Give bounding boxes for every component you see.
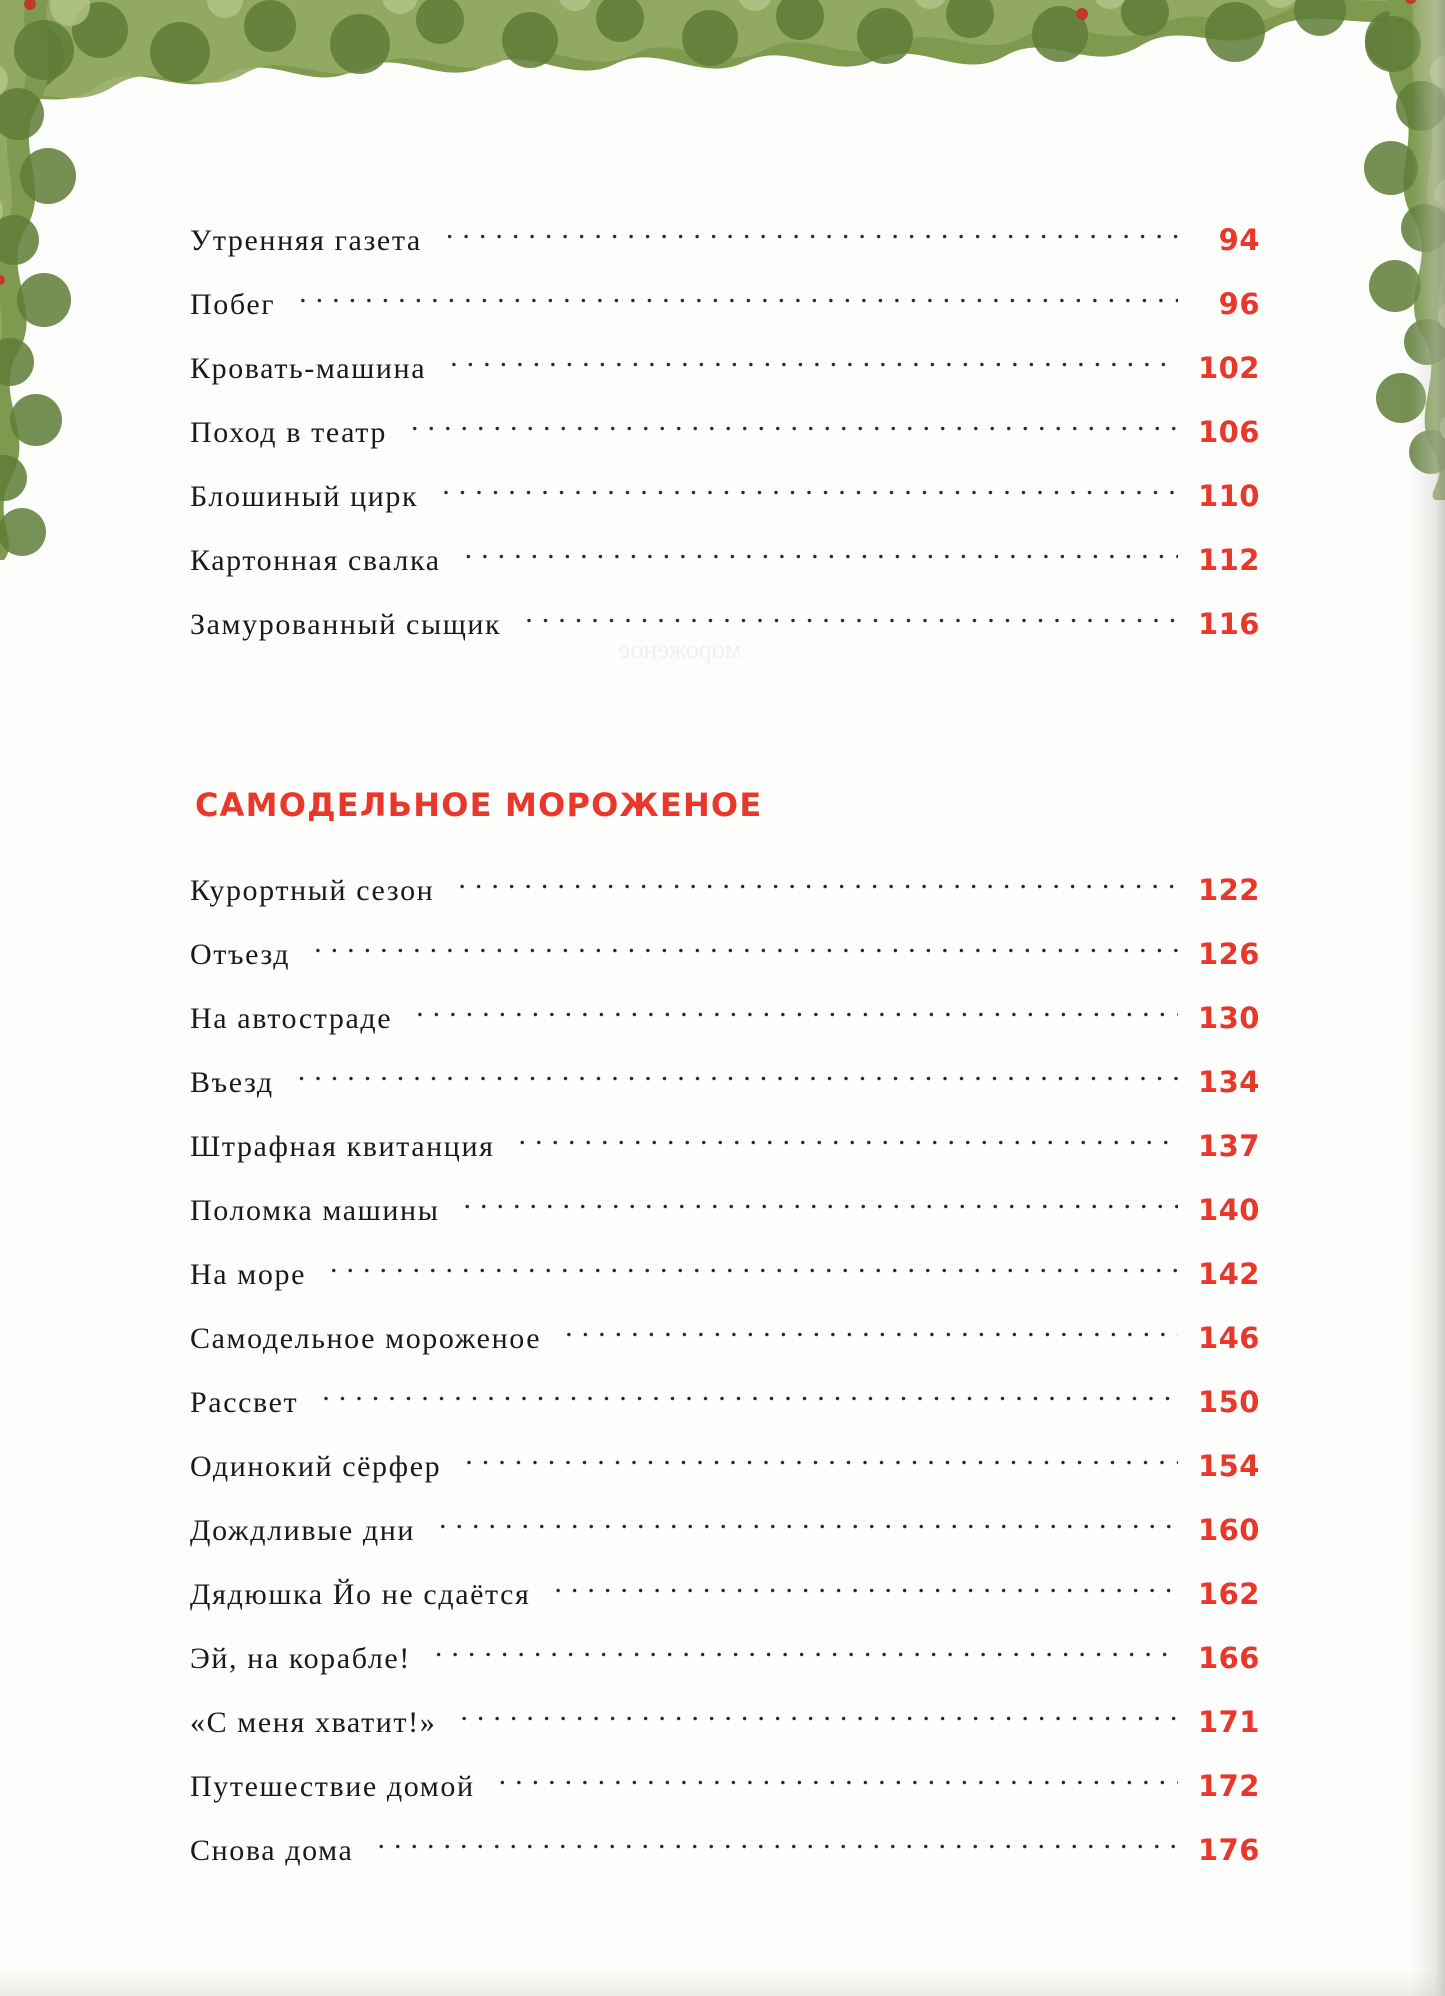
toc-entry-page: 96: [1218, 287, 1260, 321]
foliage-left-svg: [0, 0, 170, 560]
toc-entry-label: Побег: [190, 288, 276, 321]
page-edge-shadow-right: [1411, 0, 1445, 1996]
toc-entry-page: 140: [1197, 1193, 1260, 1227]
toc-entry-label: Блошиный цирк: [190, 480, 419, 513]
toc-leader-dots: [330, 1254, 1178, 1284]
berry-cluster: [12, 0, 1088, 20]
toc-entry-page: 134: [1197, 1065, 1260, 1099]
toc-entry-page: 137: [1197, 1129, 1260, 1163]
toc-leader-dots: [435, 1638, 1178, 1668]
toc-entry-label: Снова дома: [190, 1834, 354, 1867]
toc-leader-dots: [314, 934, 1178, 964]
foliage-border-top: [0, 0, 1430, 190]
toc-entry-page: 166: [1197, 1641, 1260, 1675]
toc-entry-label: Дядюшка Йо не сдаётся: [190, 1578, 531, 1611]
toc-entry-label: Въезд: [190, 1066, 274, 1099]
toc-entry-page: 116: [1197, 607, 1260, 641]
page-edge-shadow-bottom: [0, 1970, 1445, 1996]
toc-entry-page: 150: [1197, 1385, 1260, 1419]
toc-entry-label: Картонная свалка: [190, 544, 441, 577]
toc-entry[interactable]: [190, 1318, 1260, 1356]
toc-entry[interactable]: [190, 284, 1260, 322]
toc-entry-page: 102: [1197, 351, 1260, 385]
foliage-border-left: [0, 0, 170, 560]
toc-entry-page: 122: [1197, 873, 1260, 907]
toc-entry-label: Рассвет: [190, 1386, 299, 1419]
toc-entry[interactable]: [190, 604, 1260, 642]
toc-entry[interactable]: [190, 540, 1260, 578]
toc-leader-dots: [411, 412, 1178, 442]
toc-group-1: [190, 786, 1260, 1868]
toc-leader-dots: [416, 998, 1178, 1028]
toc-entry[interactable]: [190, 1638, 1260, 1676]
toc-entry-label: Отъезд: [190, 938, 291, 971]
toc-entry[interactable]: [190, 1830, 1260, 1868]
toc-entry[interactable]: [190, 1766, 1260, 1804]
toc-entry-page: 94: [1218, 223, 1260, 257]
toc-entry-label: Одинокий сёрфер: [190, 1450, 442, 1483]
foliage-border-right: [1275, 0, 1445, 500]
toc-entry-page: 130: [1197, 1001, 1260, 1035]
toc-entry[interactable]: [190, 1382, 1260, 1420]
toc-entry[interactable]: [190, 476, 1260, 514]
toc-group-0: [190, 220, 1260, 642]
toc-entry-label: Эй, на корабле!: [190, 1642, 411, 1675]
toc-entry-page: 176: [1197, 1833, 1260, 1867]
toc-entry[interactable]: [190, 1254, 1260, 1292]
toc-leader-dots: [446, 220, 1178, 250]
toc-entry-page: 106: [1197, 415, 1260, 449]
toc-entry-label: Поход в театр: [190, 416, 387, 449]
toc-entry[interactable]: [190, 934, 1260, 972]
foliage-right-svg: [1275, 0, 1445, 500]
toc-leader-dots: [565, 1318, 1178, 1348]
toc-entry[interactable]: [190, 870, 1260, 908]
toc-entry-page: 171: [1197, 1705, 1260, 1739]
toc-entry-page: 172: [1197, 1769, 1260, 1803]
toc-leader-dots: [322, 1382, 1178, 1412]
toc-leader-dots: [450, 348, 1178, 378]
toc-entry-page: 154: [1197, 1449, 1260, 1483]
toc-leader-dots: [377, 1830, 1178, 1860]
toc-leader-dots: [554, 1574, 1178, 1604]
toc-entry-label: Поломка машины: [190, 1194, 440, 1227]
toc-leader-dots: [465, 1446, 1178, 1476]
toc-entry-label: Дождливые дни: [190, 1514, 416, 1547]
toc-entry-page: 160: [1197, 1513, 1260, 1547]
section-title: САМОДЕЛЬНОЕ МОРОЖЕНОЕ: [195, 786, 763, 824]
paper-showthrough: мороженое: [618, 635, 742, 664]
toc-entry-label: На море: [190, 1258, 306, 1291]
toc-entry-page: 126: [1197, 937, 1260, 971]
toc-entry-label: На автостраде: [190, 1002, 393, 1035]
toc-entry-label: Замурованный сыщик: [190, 608, 502, 641]
toc-entry-page: 146: [1197, 1321, 1260, 1355]
toc-entry[interactable]: [190, 412, 1260, 450]
toc-entry-label: Утренняя газета: [190, 224, 422, 257]
toc-entry-page: 162: [1197, 1577, 1260, 1611]
toc-leader-dots: [458, 870, 1178, 900]
toc-leader-dots: [519, 1126, 1178, 1156]
toc-entry[interactable]: [190, 1510, 1260, 1548]
toc-leader-dots: [439, 1510, 1178, 1540]
toc-entry[interactable]: [190, 1062, 1260, 1100]
table-of-contents: [190, 220, 1260, 1894]
toc-leader-dots: [463, 1190, 1178, 1220]
toc-entry-page: 142: [1197, 1257, 1260, 1291]
toc-leader-dots: [299, 284, 1178, 314]
toc-leader-dots: [298, 1062, 1178, 1092]
toc-entry[interactable]: [190, 348, 1260, 386]
toc-entry-label: Самодельное мороженое: [190, 1322, 542, 1355]
section-spacer: [190, 668, 1260, 786]
toc-leader-dots: [460, 1702, 1178, 1732]
toc-entry[interactable]: [190, 998, 1260, 1036]
toc-leader-dots: [465, 540, 1178, 570]
toc-leader-dots: [442, 476, 1178, 506]
toc-entry-label: Курортный сезон: [190, 874, 435, 907]
foliage-top-svg: [0, 0, 1430, 190]
toc-entry-label: «С меня хватит!»: [190, 1706, 437, 1739]
toc-entry[interactable]: [190, 1126, 1260, 1164]
toc-entry-page: 110: [1197, 479, 1260, 513]
toc-entry[interactable]: [190, 1190, 1260, 1228]
toc-entry-label: Путешествие домой: [190, 1770, 475, 1803]
toc-entry-label: Кровать-машина: [190, 352, 427, 385]
toc-entry-page: 112: [1197, 543, 1260, 577]
toc-leader-dots: [499, 1766, 1178, 1796]
toc-entry[interactable]: [190, 220, 1260, 258]
toc-entry[interactable]: [190, 1574, 1260, 1612]
toc-leader-dots: [525, 604, 1178, 634]
toc-entry[interactable]: [190, 1446, 1260, 1484]
toc-entry[interactable]: [190, 1702, 1260, 1740]
toc-entry-label: Штрафная квитанция: [190, 1130, 495, 1163]
